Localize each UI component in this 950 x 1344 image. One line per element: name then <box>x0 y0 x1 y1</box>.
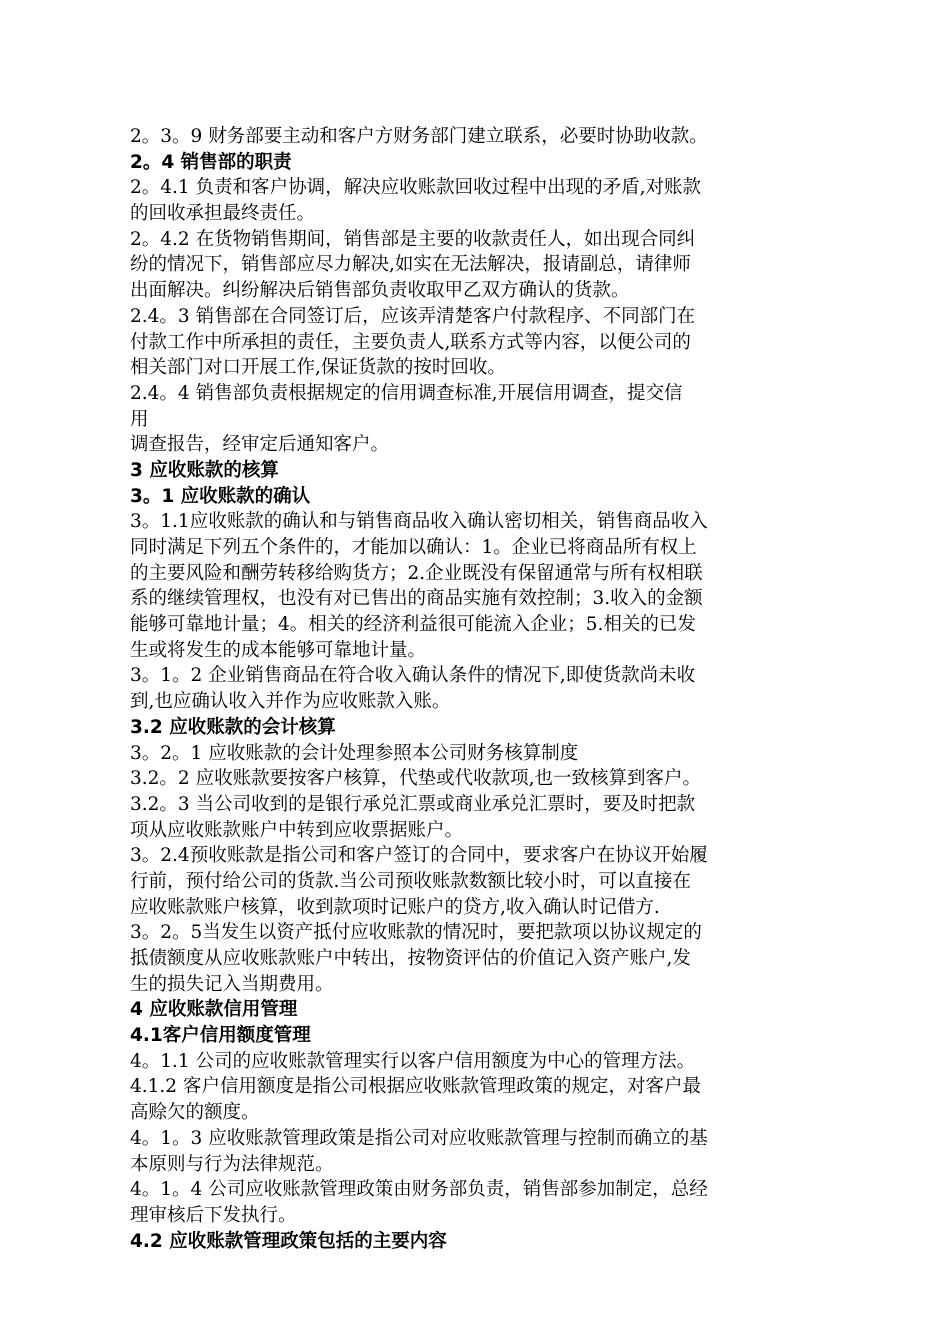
section-heading: 3。1 应收账款的确认 <box>130 485 311 507</box>
section-heading: 3 应收账款的核算 <box>130 459 279 481</box>
body-text-line: 4.1.2 客户信用额度是指公司根据应收账款管理政策的规定，对客户最 <box>130 1076 701 1098</box>
body-text-line: 到,也应确认收入并作为应收账款入账。 <box>130 691 451 713</box>
body-text-line: 用 <box>130 408 149 430</box>
body-text-line: 本原则与行为法律规范。 <box>130 1153 334 1175</box>
body-text-line: 3。1.1应收账款的确认和与销售商品收入确认密切相关，销售商品收入 <box>130 511 708 533</box>
body-text-line: 2。4.2 在货物销售期间，销售部是主要的收款责任人，如出现合同纠 <box>130 228 696 250</box>
body-text-line: 3.2。3 当公司收到的是银行承兑汇票或商业承兑汇票时，要及时把款 <box>130 793 696 815</box>
body-text-line: 应收账款账户核算，收到款项时记账户的贷方,收入确认时记借方. <box>130 896 660 918</box>
body-text-line: 4。1.1 公司的应收账款管理实行以客户信用额度为中心的管理方法。 <box>130 1050 696 1072</box>
body-text-line: 理审核后下发执行。 <box>130 1204 297 1226</box>
section-heading: 3.2 应收账款的会计核算 <box>130 716 336 738</box>
body-text-line: 能够可靠地计量；4。相关的经济利益很可能流入企业；5.相关的已发 <box>130 614 696 636</box>
body-text-line: 的主要风险和酬劳转移给购货方；2.企业既没有保留通常与所有权相联 <box>130 562 703 584</box>
body-text-line: 项从应收账款账户中转到应收票据账户。 <box>130 819 464 841</box>
section-heading: 2。4 销售部的职责 <box>130 151 292 173</box>
body-text-line: 行前，预付给公司的货款.当公司预收账款数额比较小时，可以直接在 <box>130 870 691 892</box>
body-text-line: 2。3。9 财务部要主动和客户方财务部门建立联系，必要时协助收款。 <box>130 126 708 147</box>
body-text-line: 3。2。5当发生以资产抵付应收账款的情况时，要把款项以协议规定的 <box>130 922 702 944</box>
body-text-line: 2。4.1 负责和客户协调，解决应收账款回收过程中出现的矛盾,对账款 <box>130 177 701 199</box>
section-heading: 4.1客户信用额度管理 <box>130 1025 311 1047</box>
body-text-line: 3。2。1 应收账款的会计处理参照本公司财务核算制度 <box>130 742 579 764</box>
body-text-line: 纷的情况下，销售部应尽力解决,如实在无法解决，报请副总，请律师 <box>130 254 691 276</box>
body-text-line: 4。1。4 公司应收账款管理政策由财务部负责，销售部参加制定，总经 <box>130 1179 708 1201</box>
body-text-line: 生的损失记入当期费用。 <box>130 973 334 995</box>
body-text-line: 2.4。4 销售部负责根据规定的信用调查标准,开展信用调查，提交信 <box>130 382 683 404</box>
body-text-line: 出面解决。纠纷解决后销售部负责收取甲乙双方确认的货款。 <box>130 280 630 302</box>
body-text-line: 系的继续管理权，也没有对已售出的商品实施有效控制；3.收入的金额 <box>130 588 703 610</box>
body-text-line: 2.4。3 销售部在合同签订后，应该弄清楚客户付款程序、不同部门在 <box>130 305 696 327</box>
body-text-line: 抵债额度从应收账款账户中转出，按物资评估的价值记入资产账户,发 <box>130 948 691 969</box>
body-text-line: 相关部门对口开展工作,保证货款的按时回收。 <box>130 357 506 379</box>
body-text-line: 的回收承担最终责任。 <box>130 203 316 225</box>
body-text-line: 4。1。3 应收账款管理政策是指公司对应收账款管理与控制而确立的基 <box>130 1127 708 1149</box>
body-text-line: 3。1。2 企业销售商品在符合收入确认条件的情况下,即使货款尚未收 <box>130 665 696 687</box>
document-page <box>130 124 820 1254</box>
section-heading: 4.2 应收账款管理政策包括的主要内容 <box>130 1230 447 1252</box>
body-text-line: 3.2。2 应收账款要按客户核算，代垫或代收款项,也一致核算到客户。 <box>130 768 701 790</box>
body-text-line: 同时满足下列五个条件的，才能加以确认：1。企业已将商品所有权上 <box>130 537 697 558</box>
body-text-line: 生或将发生的成本能够可靠地计量。 <box>130 639 427 661</box>
body-text-line: 3。2.4预收账款是指公司和客户签订的合同中，要求客户在协议开始履 <box>130 845 708 867</box>
body-text-line: 调查报告，经审定后通知客户。 <box>130 434 390 456</box>
section-heading: 4 应收账款信用管理 <box>130 999 298 1021</box>
body-text-line: 高赊欠的额度。 <box>130 1102 260 1124</box>
body-text-line: 付款工作中所承担的责任，主要负责人,联系方式等内容，以便公司的 <box>130 331 691 353</box>
